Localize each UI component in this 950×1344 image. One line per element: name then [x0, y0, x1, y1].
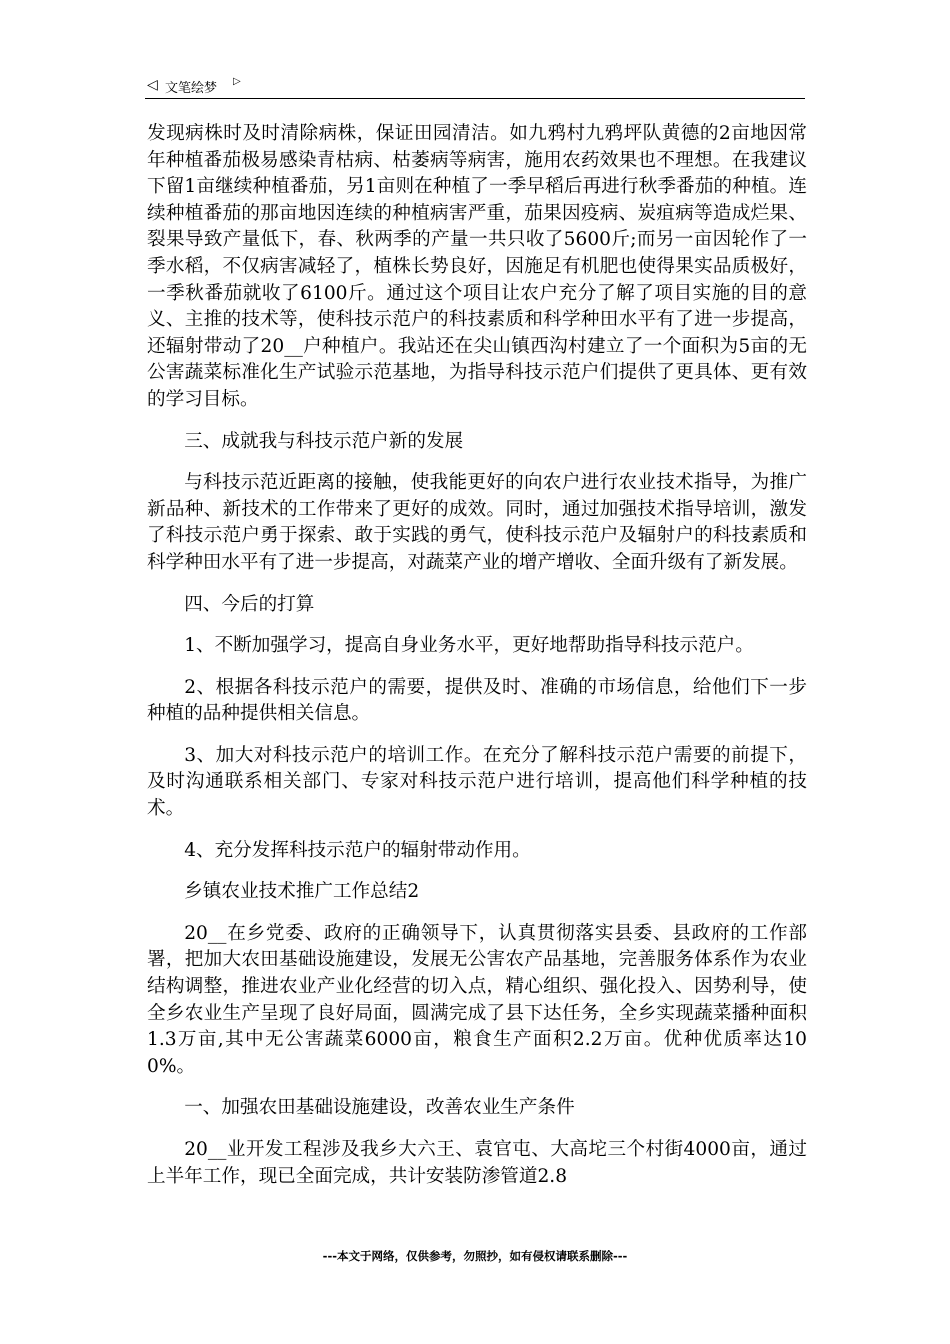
plan-item-2: 2、根据各科技示范户的需要，提供及时、准确的市场信息，给他们下一步种植的品种提供相关信息。 [147, 676, 807, 725]
document-title-2: 乡镇农业技术推广工作总结2 [184, 881, 420, 903]
footer-disclaimer: ---本文于网络，仅供参考，勿照抄，如有侵权请联系删除--- [322, 1249, 628, 1263]
paragraph-summary-intro: 20__在乡党委、政府的正确领导下，认真贯彻落实县委、县政府的工作部署，把加大农田基础设施建设，发展无公害农产品基地，完善服务体系作为农业结构调整，推进农业产业化经营的切入点，精心组织、强化投入、因势利导，使全乡农业生产呈现了良好局面，圆满完成了县下达任务，全乡实现蔬菜播种面积1.3万亩,其中无公害蔬菜6000亩，粮食生产面积2.2万亩。优种优质率达100%。 [147, 922, 807, 1077]
paragraph-infrastructure: 20__业开发工程涉及我乡大六王、袁官屯、大高坨三个村街4000亩，通过上半年工作，现已全面完成，共计安装防渗管道2.8 [147, 1139, 807, 1187]
left-triangle-icon: ◁ [147, 77, 158, 93]
plan-item-1: 1、不断加强学习，提高自身业务水平，更好地帮助指导科技示范户。 [184, 635, 754, 657]
plan-item-3: 3、加大对科技示范户的培训工作。在充分了解科技示范户需要的前提下，及时沟通联系相关部门、专家对科技示范户进行培训，提高他们科学种植的技术。 [147, 744, 807, 820]
right-triangle-icon: ▷ [233, 76, 241, 87]
paragraph-continued: 发现病株时及时清除病株，保证田园清洁。如九鸦村九鸦坪队黄德的2亩地因常年种植番茄极易感染青枯病、枯萎病等病害，施用农药效果也不理想。在我建议下留1亩继续种植番茄，另1亩则在种植了一季早稻后再进行秋季番茄的种植。连续种植番茄的那亩地因连续的种植病害严重，茄果因疫病、炭疽病等造成烂果、裂果导致产量低下，春、秋两季的产量一共只收了5600斤;而另一亩因轮作了一季水稻，不仅病害减轻了，植株长势良好，因施足有机肥也使得果实品质极好，一季秋番茄就收了6100斤。通过这个项目让农户充分了解了项目实施的目的意义、主推的技术等，使科技示范户的科技素质和科学种田水平有了进一步提高，还辐射带动了20__户种植户。我站还在尖山镇西沟村建立了一个面积为5亩的无公害蔬菜标准化生产试验示范基地，为指导科技示范户们提供了更具体、更有效的学习目标。 [147, 123, 807, 410]
page-header [145, 74, 805, 99]
section-heading-achievements: 三、成就我与科技示范户新的发展 [184, 430, 464, 452]
document-body [147, 121, 807, 1205]
plan-item-4: 4、充分发挥科技示范户的辐射带动作用。 [184, 839, 531, 861]
section-heading-plans: 四、今后的打算 [184, 593, 315, 615]
section-heading-infrastructure: 一、加强农田基础设施建设，改善农业生产条件 [184, 1097, 575, 1119]
paragraph-achievements: 与科技示范近距离的接触，使我能更好的向农户进行农业技术指导，为推广新品种、新技术的工作带来了更好的成效。同时，通过加强技术指导培训，激发了科技示范户勇于探索、敢于实践的勇气，使科技示范户及辐射户的科技素质和科学种田水平有了进一步提高，对蔬菜产业的增产增收、全面升级有了新发展。 [147, 472, 807, 573]
brand-name: 文笔绘梦 [165, 81, 218, 96]
